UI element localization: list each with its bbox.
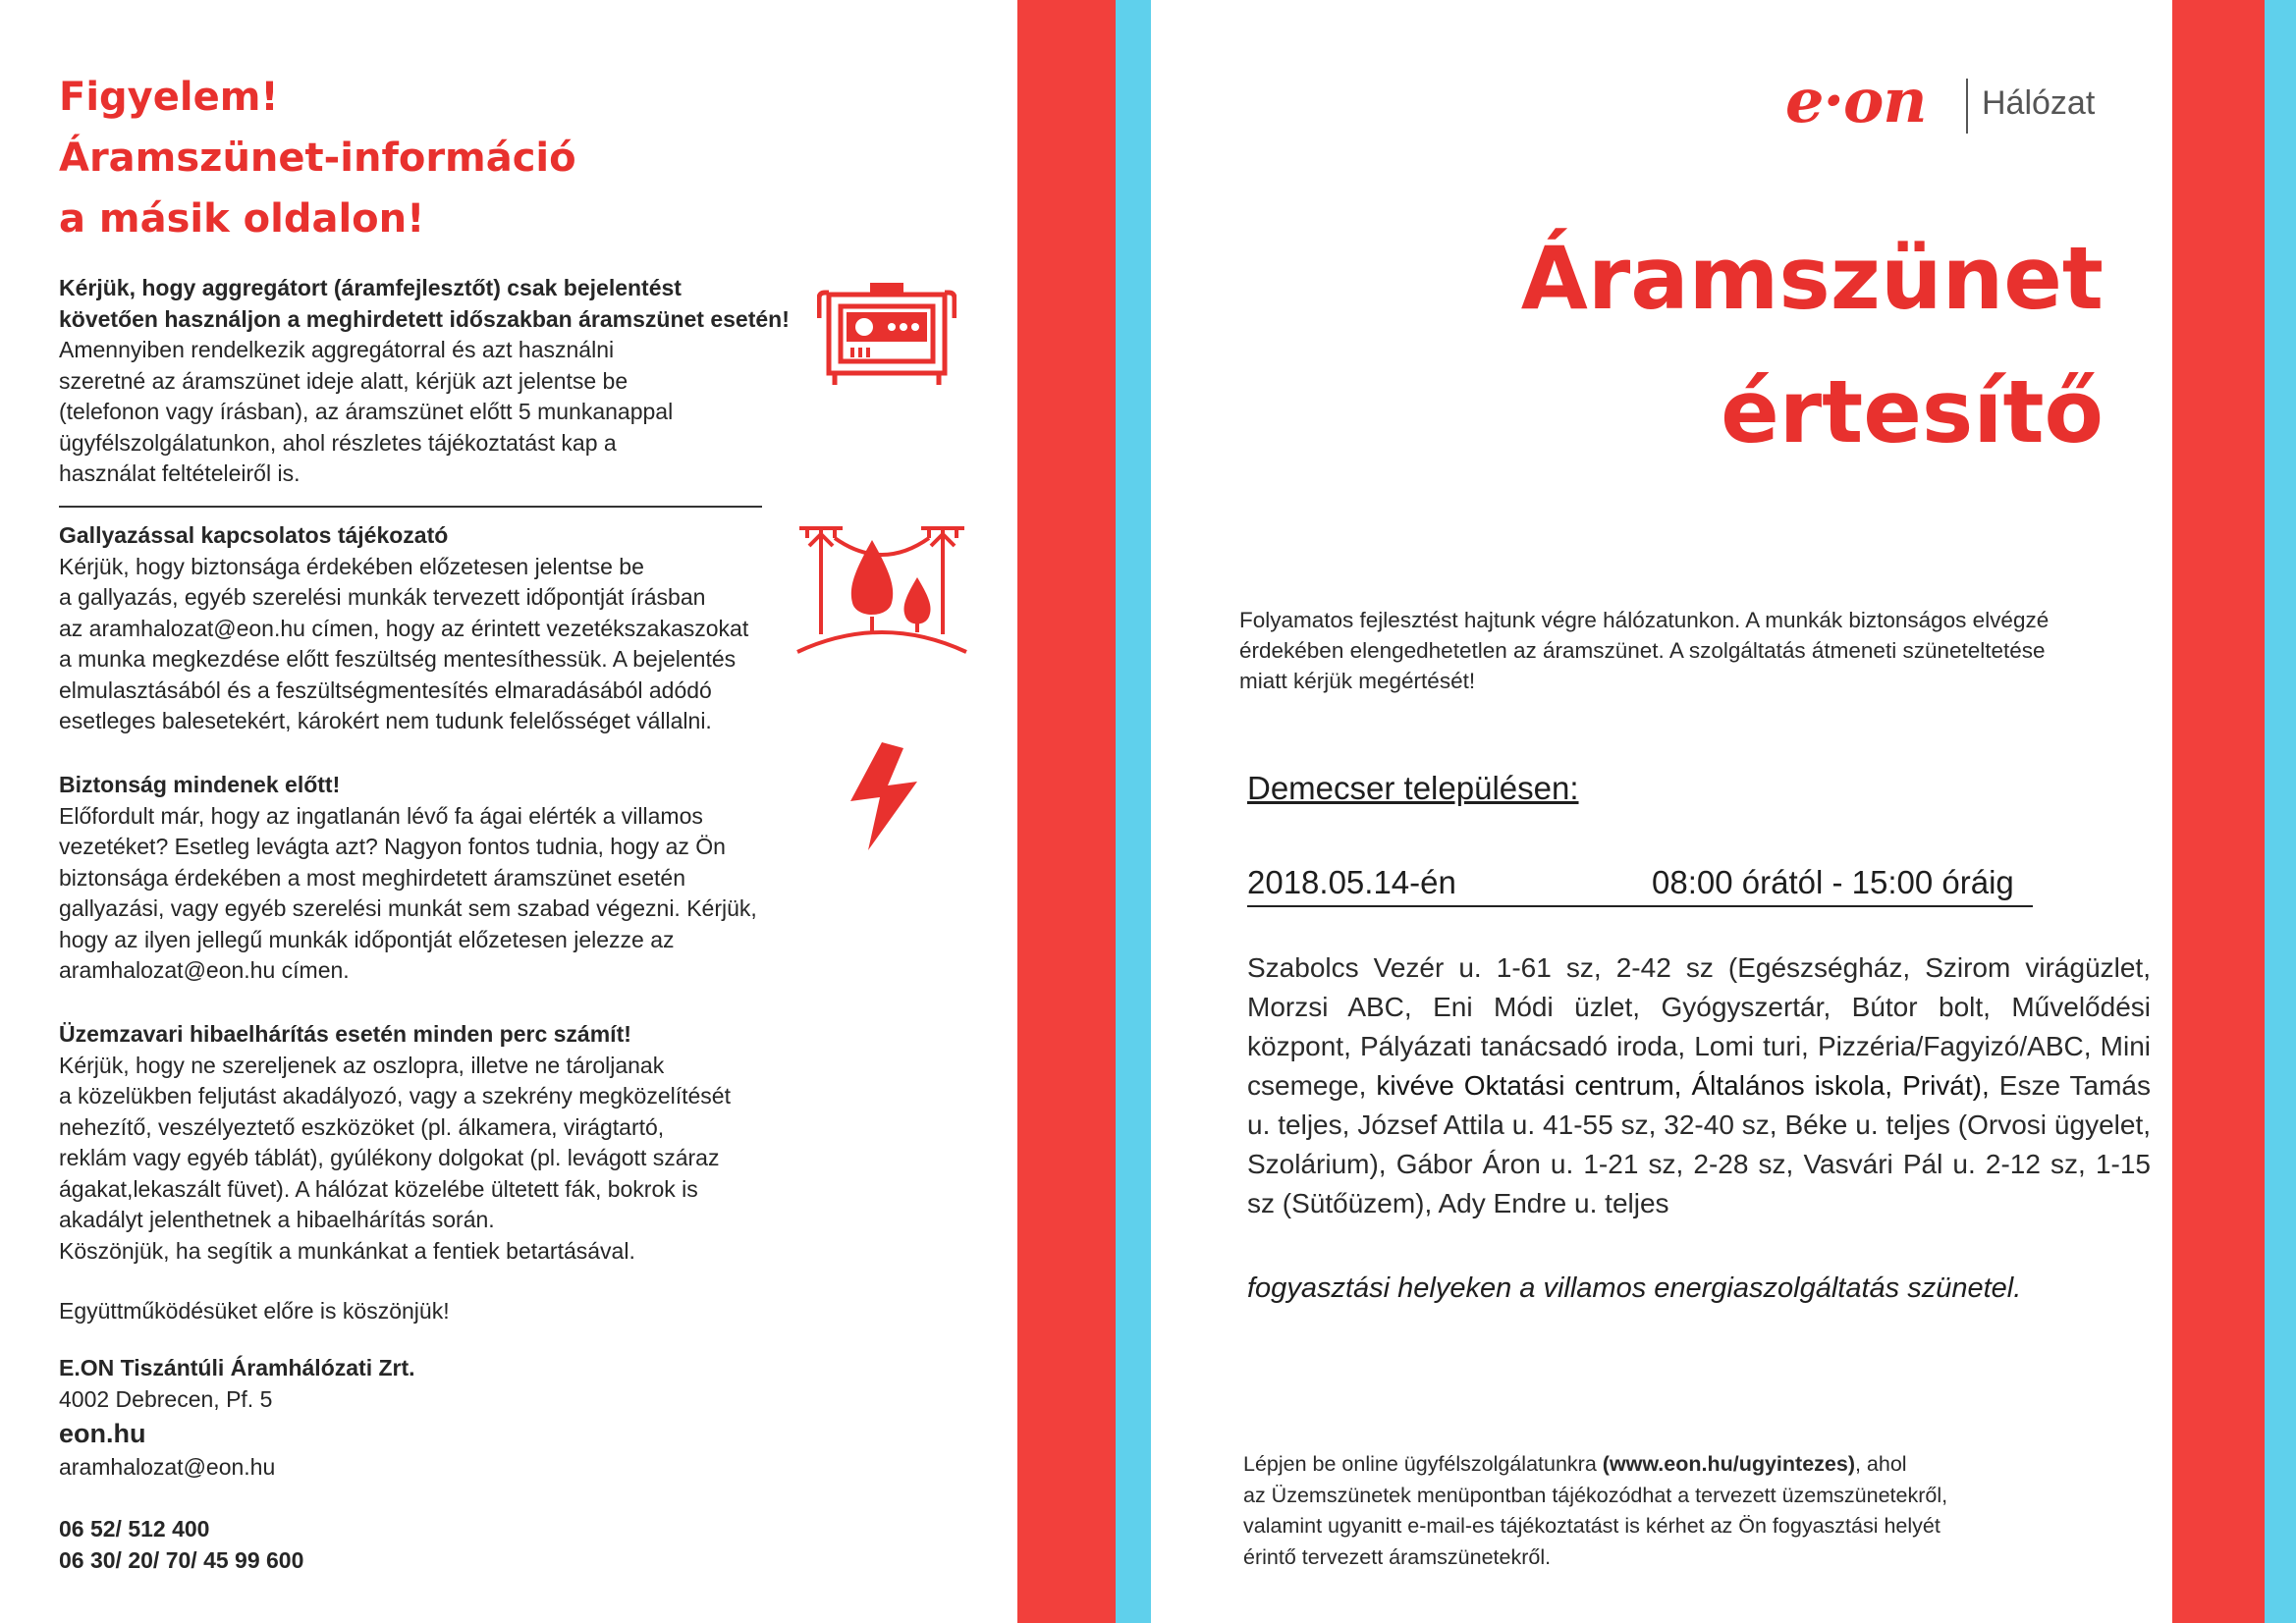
service-url-link[interactable]: (www.eon.hu/ugyintezes) — [1602, 1452, 1855, 1476]
contact-block — [59, 1353, 415, 1484]
email-link[interactable]: aramhalozat@eon.hu — [59, 1454, 276, 1480]
affected-streets — [1247, 948, 2151, 1223]
warning-line-3: a másik oldalon! — [59, 196, 425, 242]
phone-block — [59, 1514, 303, 1576]
cyan-stripe-left — [1116, 0, 1151, 1623]
fault-heading: Üzemzavari hibaelhárítás esetén minden perc számít! — [59, 1021, 631, 1047]
fault-text: Kérjük, hogy ne szereljenek az oszlopra, illetve ne tároljanak a közelükben feljutást akadályozó, vagy a szekrény megközelítését nehezítő, veszélyeztető eszközöket (pl. álkamera, virágtartó, reklám vagy egyéb táblát), gyúlékony dolgokat (pl. levágott száraz ágakat,lekaszált füvet). A hálózat közelébe ültetett fák, bokrok is akadályt jelenthetnek a hibaelhárítás során. Köszönjük, ha segítik a munkánkat a fentiek betartásával. — [59, 1052, 731, 1264]
footer-text-b: , ahol az Üzemszünetek menüpontban tájékozódhat a tervezett üzemszünetekről, valamint ugyanitt e-mail-es tájékoztatást is kérhet az Ön fogyasztási helyét érintő tervezett áramszünetekről. — [1243, 1452, 1948, 1569]
safety-text: Előfordult már, hogy az ingatlanán lévő fa ágai elérték a villamos vezetéket? Esetleg levágta azt? Nagyon fontos tudnia, hogy az Ön biztonsága érdekében a most meghirdetett áramszünet esetén gallyazási, vagy egyéb szerelési munkát sem szabad végezni. Kérjük, hogy az ilyen jellegű munkák időpontját előzetesen jelezze az aramhalozat@eon.hu címen. — [59, 802, 757, 983]
fault-section — [59, 1019, 825, 1267]
online-service-note — [1243, 1449, 2127, 1573]
cyan-stripe-right — [2265, 0, 2296, 1623]
power-line-trees-icon — [795, 518, 968, 656]
streets-part-2: Esze Tamás u. teljes, József Attila u. 41-55 sz, 32-40 sz, Béke u. teljes (Orvosi ügyelet, Szolárium), Gábor Áron u. 1-21 sz, 2-28 sz, Vasvári Pál u. 2-12 sz, 1-15 sz (Sütőüzem), Ady Endre u. teljes — [1247, 1070, 2151, 1218]
website-link[interactable]: eon.hu — [59, 1419, 146, 1448]
generator-text: Amennyiben rendelkezik aggregátorral és azt használni szeretné az áramszünet ideje alatt, kérjük azt jelentse be (telefonon vagy írásban), az áramszünet előtt 5 munkanappal ügyfélszolgálatunkon, ahol részletes tájékoztatást kap a használat feltételeiről is. — [59, 337, 674, 486]
outage-time: 08:00 órától - 15:00 óráig — [1652, 864, 2014, 900]
consumer-note: fogyasztási helyeken a villamos energiaszolgáltatás szünetel. — [1247, 1272, 2022, 1304]
company-name: E.ON Tiszántúli Áramhálózati Zrt. — [59, 1355, 415, 1380]
pruning-heading: Gallyazással kapcsolatos tájékozató — [59, 522, 449, 548]
pruning-text: Kérjük, hogy biztonsága érdekében előzetesen jelentse be a gallyazás, egyéb szerelési munkák tervezett időpontját írásban az aramhalozat@eon.hu címen, hogy az érintett vezetékszakaszokat a munka megkezdése előtt feszültség mentesíthessük. A bejelentés elmulasztásából és a feszültségmentesítés elmaradásából adódó esetleges balesetekért, károkért nem tudunk felelősséget vállalni. — [59, 553, 749, 733]
logo-division: Hálózat — [1982, 84, 2096, 122]
lightning-bolt-icon — [847, 742, 921, 852]
footer-text-a: Lépjen be online ügyfélszolgálatunkra — [1243, 1452, 1603, 1476]
logo-divider — [1966, 79, 1968, 134]
warning-line-2: Áramszünet-információ — [59, 135, 576, 181]
pruning-section — [59, 520, 825, 737]
outage-date: 2018.05.14-én — [1247, 864, 1456, 900]
section-divider — [59, 506, 762, 508]
phone-2: 06 30/ 20/ 70/ 45 99 600 — [59, 1546, 304, 1573]
company-address: 4002 Debrecen, Pf. 5 — [59, 1385, 273, 1412]
title-line-2: értesítő — [1721, 361, 2104, 462]
warning-heading — [59, 67, 805, 249]
generator-icon — [817, 277, 957, 393]
red-stripe-left — [1017, 0, 1116, 1623]
warning-line-1: Figyelem! — [59, 75, 279, 120]
title-line-1: Áramszünet — [1520, 228, 2104, 329]
intro-text: Folyamatos fejlesztést hajtunk végre hálózatunkon. A munkák biztonságos elvégzé érdekében elengedhetetlen az áramszünet. A szolgáltatás átmeneti szüneteltetése miatt kérjük megértését! — [1239, 608, 2050, 693]
streets-exception: kivéve Oktatási centrum, Általános iskola, Privát), — [1376, 1070, 1990, 1101]
red-stripe-right — [2172, 0, 2265, 1623]
closing-text: Együttműködésüket előre is köszönjük! — [59, 1298, 450, 1324]
safety-section — [59, 770, 825, 987]
generator-section — [59, 273, 825, 490]
phone-1: 06 52/ 512 400 — [59, 1516, 210, 1542]
generator-heading: Kérjük, hogy aggregátort (áramfejlesztőt) csak bejelentést követően használjon a meghirdetett időszakban áramszünet esetén! — [59, 275, 790, 332]
town-heading: Demecser településen: — [1247, 770, 1579, 806]
safety-heading: Biztonság mindenek előtt! — [59, 772, 341, 797]
streets-part-1: Szabolcs Vezér u. 1-61 sz, 2-42 sz (Egészségház, Szirom virágüzlet, Morzsi ABC, Eni Módi üzlet, Gyógyszertár, Bútor bolt, Művelődési központ, Pályázati tanácsadó iroda, Lomi turi, Pizzéria/Fagyizó/ABC, Mini csemege, — [1247, 952, 2151, 1101]
eon-logo: e·on — [1785, 65, 1927, 136]
